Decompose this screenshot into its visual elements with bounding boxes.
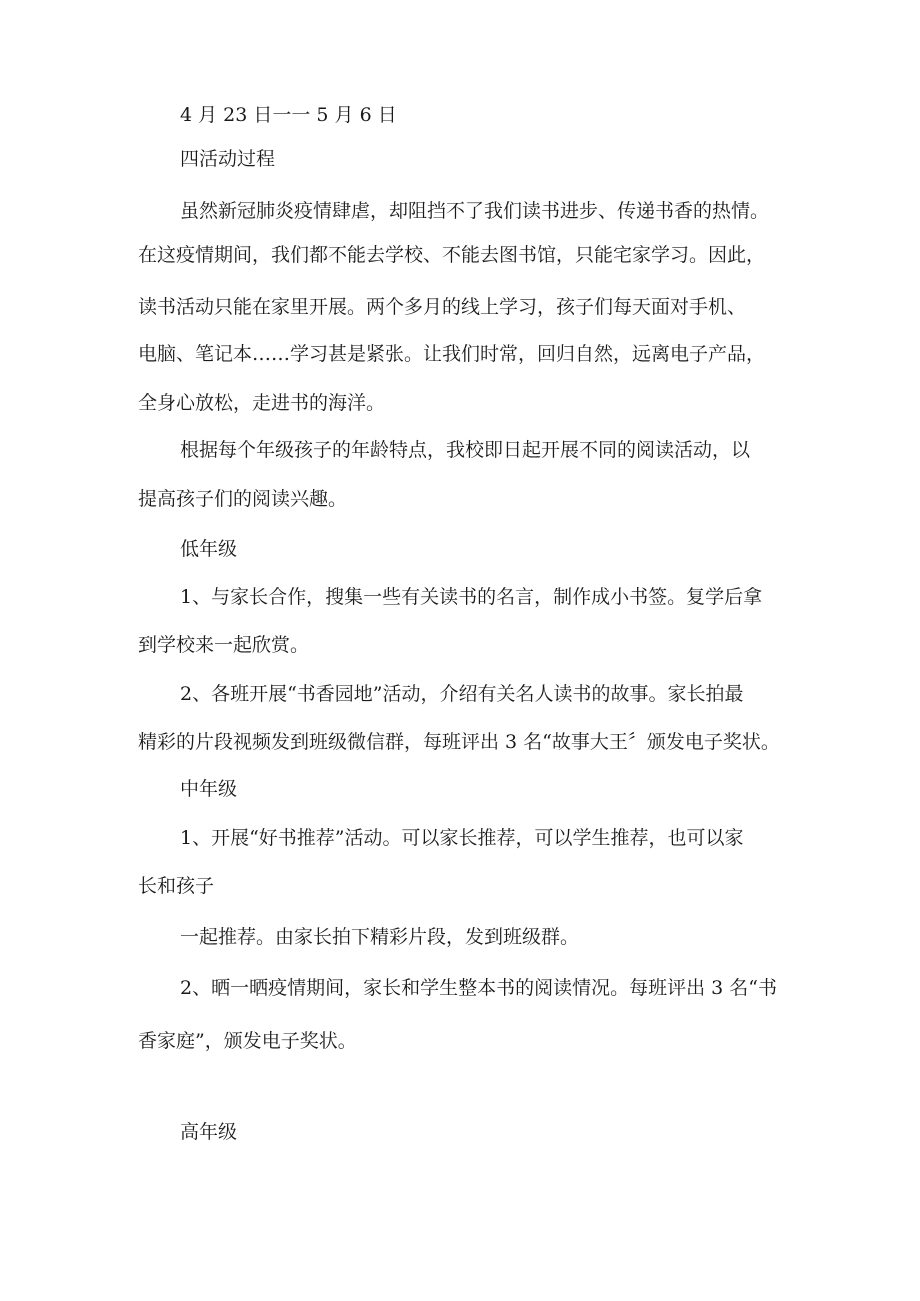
section-heading-activity-process: 四活动过程 bbox=[180, 148, 276, 170]
paragraph-line: 在这疫情期间，我们都不能去学校、不能去图书馆，只能宅家学习。因此， bbox=[138, 244, 766, 266]
paragraph-line: 提高孩子们的阅读兴趣。 bbox=[138, 488, 348, 510]
date-range-line: 4 月 23 日一一 5 月 6 日 bbox=[180, 104, 397, 126]
paragraph-line: 读书活动只能在家里开展。两个多月的线上学习，孩子们每天面对手机、 bbox=[138, 296, 747, 318]
list-item-line: 2、晒一晒疫情期间，家长和学生整本书的阅读情况。每班评出 3 名“书 bbox=[180, 977, 777, 999]
list-item-line: 到学校来一起欣赏。 bbox=[138, 634, 310, 656]
list-item-line: 1、与家长合作，搜集一些有关读书的名言，制作成小书签。复学后拿 bbox=[180, 586, 763, 608]
list-item-line: 长和孩子 bbox=[138, 875, 215, 897]
paragraph-line: 虽然新冠肺炎疫情肆虐，却阻挡不了我们读书进步、传递书香的热情。 bbox=[180, 200, 770, 222]
list-item-line: 精彩的片段视频发到班级微信群，每班评出 3 名“故事大王〞颁发电子奖状。 bbox=[138, 731, 780, 753]
list-item-line: 香家庭”，颁发电子奖状。 bbox=[138, 1030, 357, 1052]
grade-heading-upper: 高年级 bbox=[180, 1121, 238, 1143]
paragraph-line: 电脑、笔记本……学习甚是紧张。让我们时常，回归自然，远离电子产品， bbox=[138, 343, 766, 365]
list-item-line: 一起推荐。由家长拍下精彩片段，发到班级群。 bbox=[180, 926, 580, 948]
list-item-line: 1、开展“好书推荐”活动。可以家长推荐，可以学生推荐，也可以家 bbox=[180, 827, 744, 849]
grade-heading-middle: 中年级 bbox=[180, 778, 238, 800]
grade-heading-lower: 低年级 bbox=[180, 538, 238, 560]
list-item-line: 2、各班开展“书香园地”活动，介绍有关名人读书的故事。家长拍最 bbox=[180, 683, 744, 705]
paragraph-line: 根据每个年级孩子的年龄特点，我校即日起开展不同的阅读活动，以 bbox=[180, 439, 751, 461]
paragraph-line: 全身心放松，走进书的海洋。 bbox=[138, 392, 386, 414]
